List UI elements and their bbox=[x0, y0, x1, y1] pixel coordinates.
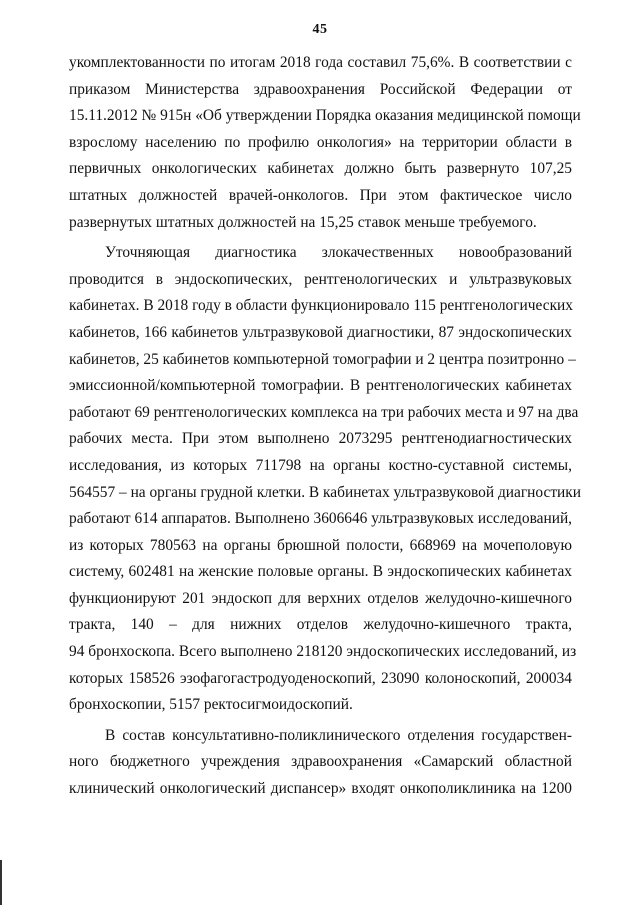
text-line: рабочих места. При этом выполнено 2073295 рентгенодиагностических bbox=[69, 430, 572, 448]
page-number: 45 bbox=[312, 22, 328, 37]
text-line: функционируют 201 эндоскоп для верхних отделов желудочно-кишечного bbox=[69, 589, 572, 607]
scan-edge-mark bbox=[0, 860, 8, 905]
text-line: 94 бронхоскопа. Всего выполнено 218120 эндоскопических исследований, из bbox=[69, 643, 577, 661]
text-line: Уточняющая диагностика злокачественных новообразований bbox=[105, 244, 572, 262]
text-line: штатных должностей врачей-онкологов. При этом фактическое число bbox=[69, 186, 572, 204]
text-line: систему, 602481 на женские половые органы. В эндоскопических кабинетах bbox=[69, 563, 572, 581]
text-line: которых 158526 эзофагогастродуоденоскопий, 23090 колоноскопий, 200034 bbox=[69, 669, 572, 687]
text-line: кабинетов, 25 кабинетов компьютерной томографии и 2 центра позитронно – bbox=[69, 350, 576, 368]
text-line: бронхоскопии, 5157 ректосигмоидоскопий. bbox=[69, 696, 353, 714]
text-line: эмиссионной/компьютерной томографии. В рентгенологических кабинетах bbox=[69, 377, 572, 395]
text-line: 564557 – на органы грудной клетки. В кабинетах ультразвуковой диагностики bbox=[69, 483, 581, 501]
text-line: 15.11.2012 № 915н «Об утверждении Порядка оказания медицинской помощи bbox=[69, 107, 581, 125]
text-line: работают 69 рентгенологических комплекса на три рабочих места и 97 на два bbox=[69, 403, 579, 421]
text-line: взрослому населению по профилю онкология» на территории области в bbox=[69, 133, 572, 151]
text-line: работают 614 аппаратов. Выполнено 3606646 ультразвуковых исследований, bbox=[69, 510, 573, 528]
text-line: приказом Министерства здравоохранения Российской Федерации от bbox=[69, 80, 572, 98]
text-line: первичных онкологических кабинетах должно быть развернуто 107,25 bbox=[69, 160, 572, 178]
paragraph-polyclinic bbox=[69, 723, 572, 803]
text-line: проводится в эндоскопических, рентгенологических и ультразвуковых bbox=[69, 270, 572, 288]
text-line: ного бюджетного учреждения здравоохранения «Самарский областной bbox=[69, 753, 572, 771]
text-line: клинический онкологический диспансер» входят онкополиклиника на 1200 bbox=[69, 780, 572, 798]
text-line: кабинетах. В 2018 году в области функционировало 115 рентгенологических bbox=[69, 297, 573, 315]
text-line: из которых 780563 на органы брюшной полости, 668969 на мочеполовую bbox=[69, 536, 572, 554]
document-body bbox=[69, 50, 581, 803]
paragraph-staffing bbox=[69, 50, 581, 236]
paragraph-diagnostics bbox=[69, 240, 581, 719]
text-line: укомплектованности по итогам 2018 года составил 75,6%. В соответствии с bbox=[69, 54, 572, 71]
text-line: развернутых штатных должностей на 15,25 ставок меньше требуемого. bbox=[69, 213, 537, 231]
text-line: тракта, 140 – для нижних отделов желудочно-кишечного тракта, bbox=[69, 616, 572, 634]
text-line: В состав консультативно-поликлинического отделения государствен- bbox=[105, 726, 572, 744]
text-line: исследования, из которых 711798 на органы костно-суставной системы, bbox=[69, 456, 572, 474]
text-line: кабинетов, 166 кабинетов ультразвуковой диагностики, 87 эндоскопических bbox=[69, 323, 572, 341]
